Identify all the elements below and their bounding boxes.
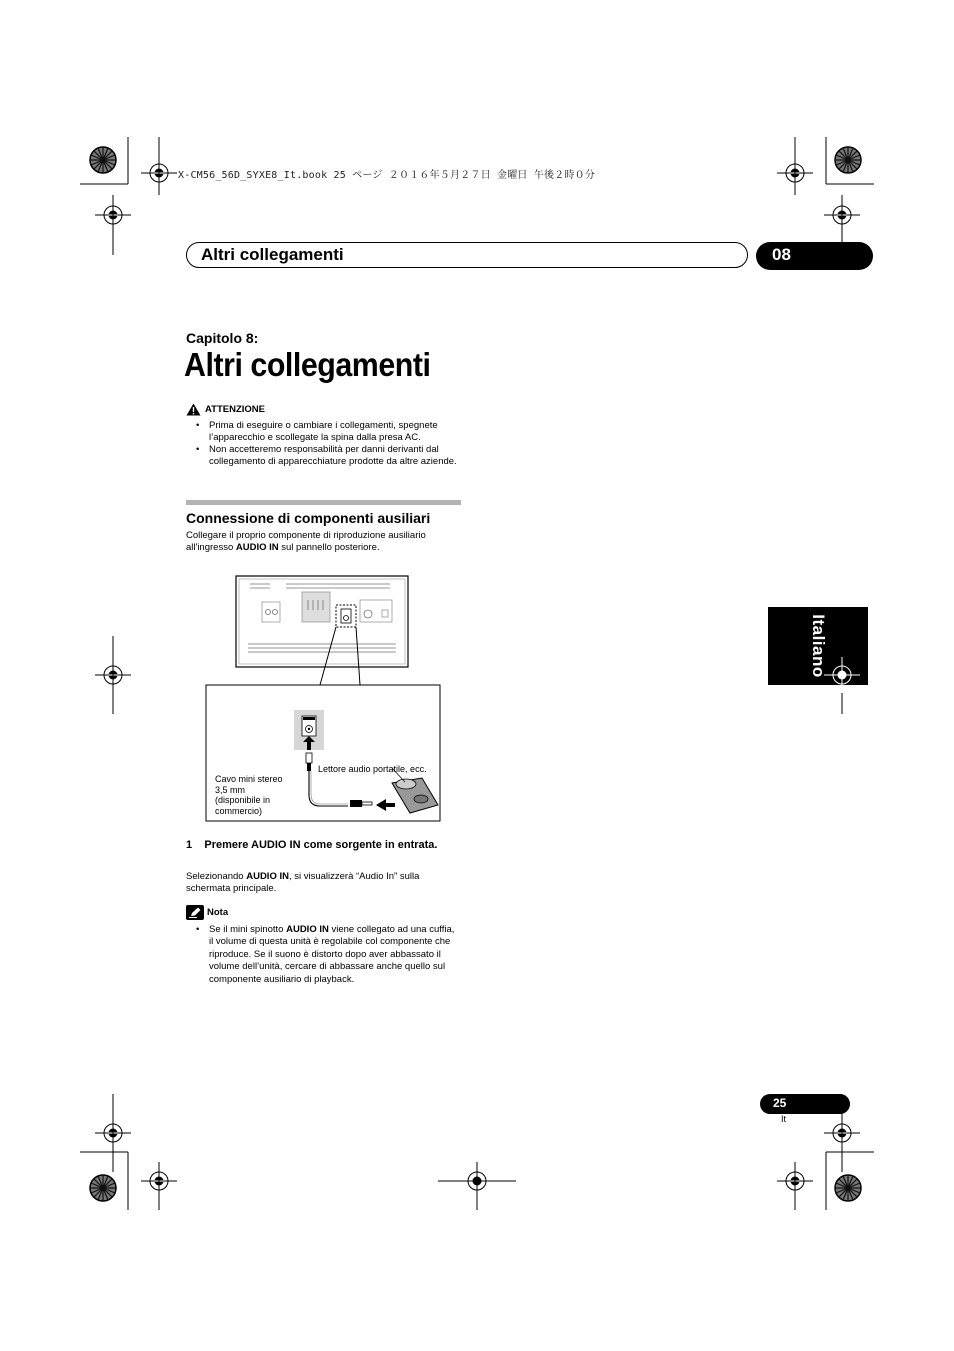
caution-item: Prima di eseguire o cambiare i collegamenti, spegnete l’apparecchio e scollegate la spina dalla presa AC.: [209, 420, 438, 444]
star-target-icon: [835, 147, 861, 173]
section-divider: [186, 500, 461, 505]
caution-title: ATTENZIONE: [205, 404, 265, 415]
step-1-body: Selezionando AUDIO IN, si visualizzerà “Audio In” sulla schermata principale.: [186, 871, 420, 895]
star-target-icon: [90, 147, 116, 173]
caution-item: Non accetteremo responsabilità per danni derivanti dal collegamento di apparecchiature prodotte da altre aziende.: [209, 444, 457, 468]
language-tab-label: Italiano: [809, 614, 828, 678]
warning-icon: [186, 403, 201, 416]
page-number: 25: [760, 1094, 850, 1114]
registration-mark-icon: [824, 657, 860, 693]
chapter-number-tab: 08: [756, 242, 873, 270]
player-label: Lettore audio portatile, ecc.: [318, 764, 427, 774]
section-intro: Collegare il proprio componente di riproduzione ausiliario all'ingresso AUDIO IN sul pannello posteriore.: [186, 530, 426, 554]
note-icon: [186, 905, 204, 920]
page-language: It: [781, 1114, 787, 1124]
bullet-icon: •: [196, 444, 200, 455]
bullet-icon: •: [196, 924, 200, 935]
note-title: Nota: [207, 907, 229, 918]
note-item: Se il mini spinotto AUDIO IN viene collegato ad una cuffia, il volume di questa unità è regolabile col componente che riproduce. Se il suono è distorto dopo aver abbassato il volume dell’unità, cercare di abbassare anche quello sul componente ausiliario di playback.: [209, 924, 455, 985]
step-1-heading: 1 Premere AUDIO IN come sorgente in entrata.: [186, 839, 438, 851]
cable-label: Cavo mini stereo 3,5 mm (disponibile in commercio): [215, 774, 283, 816]
book-header: X-CM56_56D_SYXE8_It.book 25 ページ ２０１６年５月２７日 金曜日 午後２時０分: [178, 170, 596, 181]
unit-rear-panel: [236, 576, 408, 667]
page-title: Altri collegamenti: [184, 346, 431, 383]
bullet-icon: •: [196, 420, 200, 431]
section-title: Connessione di componenti ausiliari: [186, 510, 431, 526]
section-header-title: Altri collegamenti: [201, 245, 344, 264]
star-target-icon: [835, 1175, 861, 1201]
star-target-icon: [90, 1175, 116, 1201]
chapter-label: Capitolo 8:: [186, 330, 259, 346]
